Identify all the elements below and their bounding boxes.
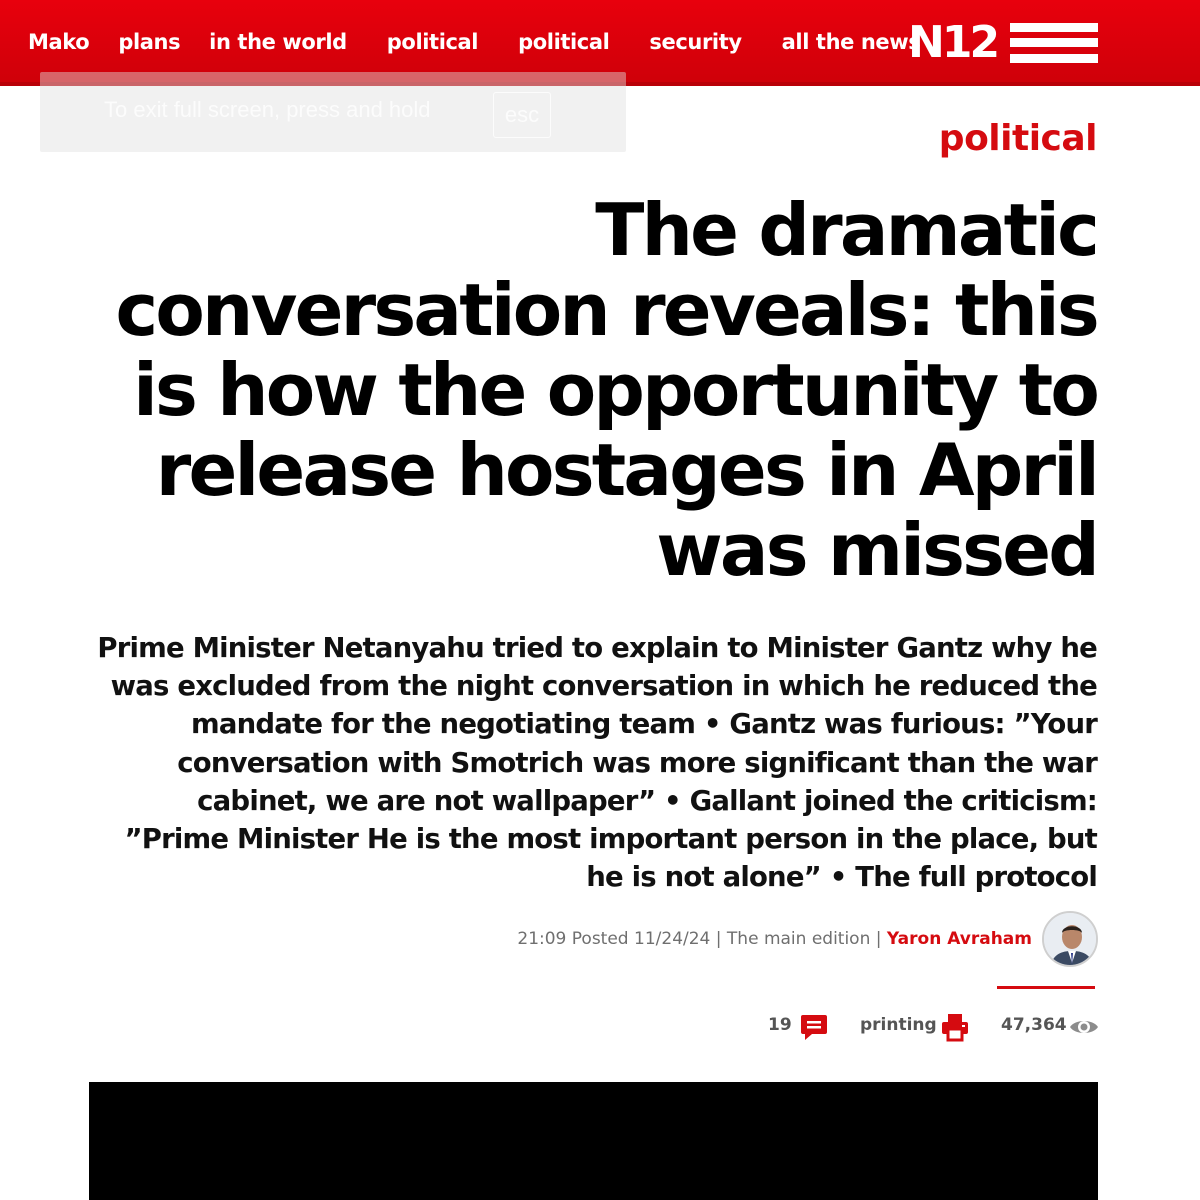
comment-bubble-icon [800,1012,828,1042]
author-name[interactable]: Yaron Avraham [886,929,1032,949]
main-nav [28,26,920,58]
nav-item-political[interactable]: political [386,30,479,54]
esc-key-badge: esc [493,92,551,138]
divider-accent [997,986,1095,989]
nav-item-all-news[interactable]: all the news [781,30,921,54]
print-label: printing [860,1015,937,1035]
posted-label: Posted [571,929,629,949]
video-player[interactable] [89,1082,1098,1200]
nav-item-world[interactable]: in the world [209,30,347,54]
views-count-value: 47,364 [1001,1015,1067,1035]
comments-count-value: 19 [768,1015,792,1035]
logo-text: N12 [908,17,998,68]
byline-separator-2: | [875,929,882,949]
logo-bars-icon [1010,23,1098,63]
nav-item-plans[interactable]: plans [118,30,181,54]
fullscreen-exit-notice [40,72,626,152]
edition-name: The main edition [726,929,871,949]
n12-logo[interactable] [908,18,1098,68]
byline-separator: | [715,929,722,949]
author-avatar[interactable] [1042,911,1098,967]
article-headline: The dramatic conversation reveals: this is how the opportunity to release hostages in April was missed [115,188,1097,592]
printer-icon [940,1012,970,1042]
eye-icon [1069,1012,1099,1042]
publish-time: 21:09 [517,929,567,949]
nav-item-security[interactable]: security [649,30,742,54]
nav-item-mako[interactable]: Mako [28,30,90,54]
article-byline [517,929,1032,951]
fullscreen-notice-text: To exit full screen, press and hold [104,97,431,122]
nav-item-political-2[interactable]: political [518,30,610,54]
article-subtitle: Prime Minister Netanyahu tried to explain to Minister Gantz why he was excluded from the night conversation in which he reduced the mandate for the negotiating team • Gantz was furious: ”Your conversation with Smotrich was more significant than the war cabinet, we are not wallpaper” • Gallant joined the criticism: ”Prime Minister He is the most important person in the place, but he is not alone” • The full protocol [97,632,1097,894]
article-category[interactable]: political [938,118,1097,159]
publish-date: 11/24/24 [634,929,711,949]
